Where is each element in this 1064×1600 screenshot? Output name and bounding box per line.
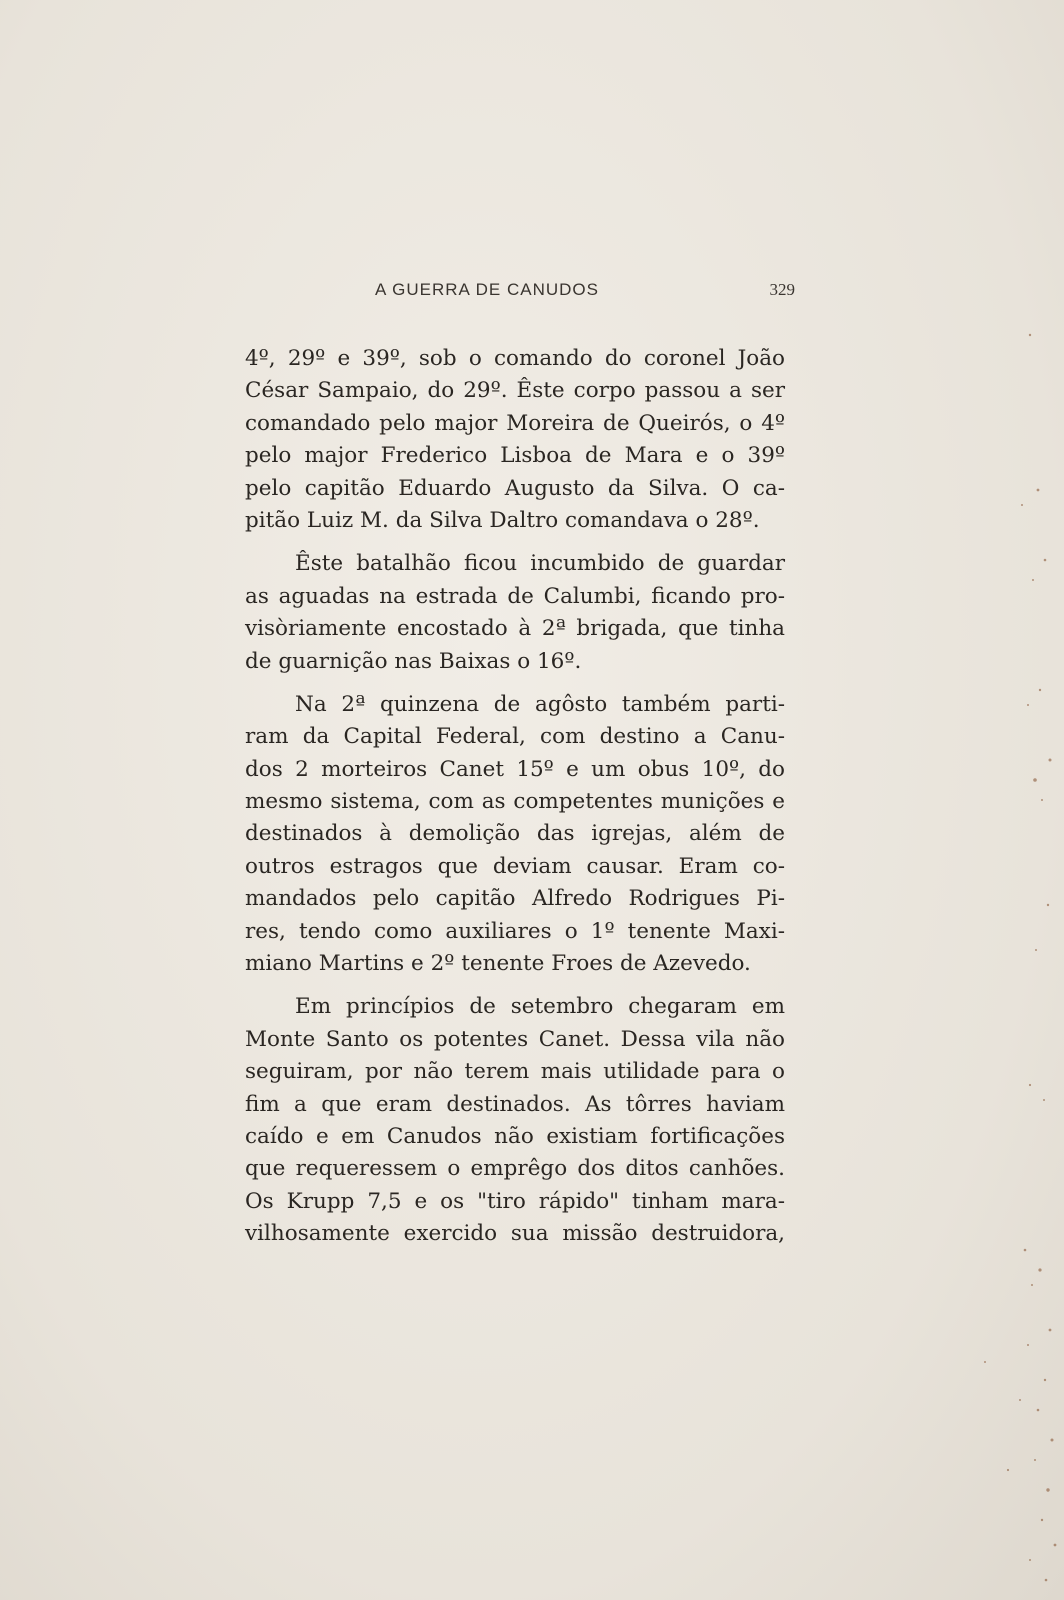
text-line: que requeressem o emprêgo dos ditos canhões.	[245, 1156, 785, 1182]
text-line: Os Krupp 7,5 e os "tiro rápido" tinham mara-	[245, 1188, 785, 1214]
text-line: dos 2 morteiros Canet 15º e um obus 10º, do	[245, 756, 785, 782]
text-line: pitão Luiz M. da Silva Daltro comandava o 28º.	[245, 507, 760, 533]
text-line: vilhosamente exercido sua missão destruidora,	[245, 1221, 785, 1247]
text-line: seguiram, por não terem mais utilidade para o	[245, 1059, 785, 1085]
running-title: A GUERRA DE CANUDOS	[375, 280, 599, 299]
text-line: mesmo sistema, com as competentes munições e	[245, 789, 785, 815]
text-line: Na 2ª quinzena de agôsto também parti-	[295, 691, 785, 717]
text-line: comandado pelo major Moreira de Queirós, o 4º	[245, 410, 785, 436]
text-line: fim a que eram destinados. As tôrres haviam	[245, 1091, 785, 1117]
text-line: caído e em Canudos não existiam fortificações	[245, 1123, 785, 1149]
page-number: 329	[769, 280, 795, 299]
text-line: de guarnição nas Baixas o 16º.	[245, 648, 582, 674]
text-line: Êste batalhão ficou incumbido de guardar	[295, 551, 785, 577]
text-line: pelo major Frederico Lisboa de Mara e o 39º	[245, 443, 785, 469]
text-line: Em princípios de setembro chegaram em	[295, 994, 785, 1020]
text-line: res, tendo como auxiliares o 1º tenente Maxi-	[245, 918, 785, 944]
text-line: outros estragos que deviam causar. Eram co-	[245, 853, 785, 879]
text-line: César Sampaio, do 29º. Êste corpo passou a ser	[245, 378, 785, 404]
text-line: destinados à demolição das igrejas, além de	[245, 821, 785, 847]
text-line: as aguadas na estrada de Calumbi, ficando pro-	[245, 583, 785, 609]
text-line: visòriamente encostado à 2ª brigada, que tinha	[245, 616, 785, 642]
text-line: miano Martins e 2º tenente Froes de Azevedo.	[245, 951, 751, 977]
text-line: mandados pelo capitão Alfredo Rodrigues Pi-	[245, 886, 785, 912]
text-line: pelo capitão Eduardo Augusto da Silva. O ca-	[245, 475, 785, 501]
text-line: 4º, 29º e 39º, sob o comando do coronel João	[245, 346, 785, 371]
text-line: Monte Santo os potentes Canet. Dessa vila não	[245, 1026, 785, 1052]
text-line: ram da Capital Federal, com destino a Canu-	[245, 724, 785, 750]
